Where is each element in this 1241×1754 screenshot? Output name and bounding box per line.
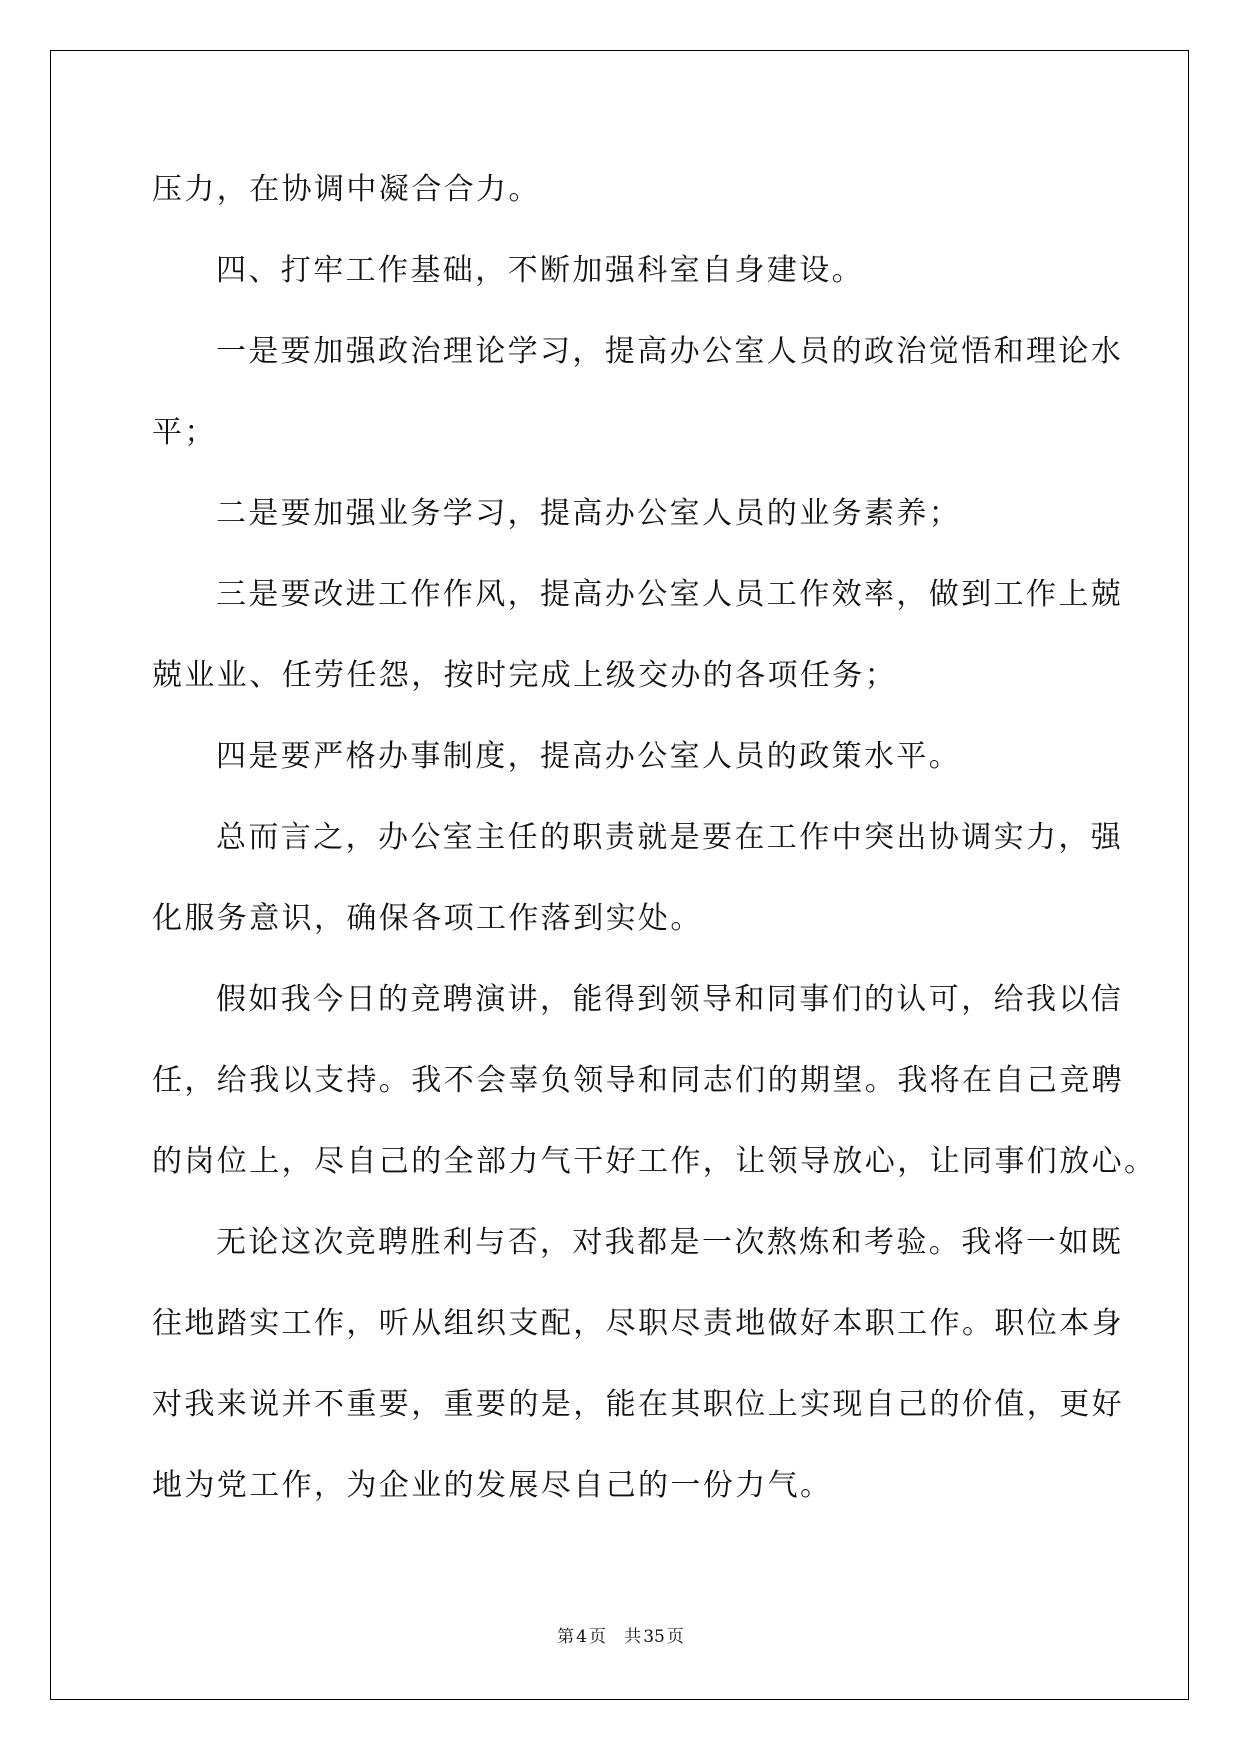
text-line: 四、打牢工作基础，不断加强科室自身建设。	[216, 253, 864, 288]
total-pages: 35	[643, 1627, 665, 1647]
text-line: 化服务意识，确保各项工作落到实处。	[152, 901, 703, 936]
text-line: 二是要加强业务学习，提高办公室人员的业务素养；	[216, 496, 962, 531]
total-prefix: 共	[624, 1627, 642, 1647]
text-line: 任，给我以支持。我不会辜负领导和同志们的期望。我将在自己竞聘	[152, 1063, 1124, 1098]
page-prefix: 第	[557, 1627, 575, 1647]
text-line: 地为党工作，为企业的发展尽自己的一份力气。	[152, 1468, 833, 1503]
text-line: 往地踏实工作，听从组织支配，尽职尽责地做好本职工作。职位本身	[152, 1306, 1124, 1341]
total-suffix: 页	[666, 1627, 684, 1647]
text-line: 无论这次竞聘胜利与否，对我都是一次熬炼和考验。我将一如既	[216, 1225, 1124, 1260]
page-footer	[0, 1622, 1241, 1647]
page-number: 4	[576, 1627, 587, 1647]
text-line: 的岗位上，尽自己的全部力气干好工作，让领导放心，让同事们放心。	[152, 1144, 1157, 1179]
text-line: 四是要严格办事制度，提高办公室人员的政策水平。	[216, 739, 962, 774]
text-line: 对我来说并不重要，重要的是，能在其职位上实现自己的价值，更好	[152, 1387, 1124, 1422]
page-suffix: 页	[588, 1627, 606, 1647]
document-body	[152, 162, 1157, 1539]
text-line: 三是要改进工作作风，提高办公室人员工作效率，做到工作上兢	[216, 577, 1124, 612]
text-line: 假如我今日的竞聘演讲，能得到领导和同事们的认可，给我以信	[216, 982, 1124, 1017]
text-line: 压力，在协调中凝合合力。	[152, 172, 541, 207]
text-line: 兢业业、任劳任怨，按时完成上级交办的各项任务；	[152, 658, 898, 693]
text-line: 总而言之，办公室主任的职责就是要在工作中突出协调实力，强	[216, 820, 1124, 855]
text-line: 平；	[152, 415, 217, 450]
text-line: 一是要加强政治理论学习，提高办公室人员的政治觉悟和理论水	[216, 334, 1124, 369]
